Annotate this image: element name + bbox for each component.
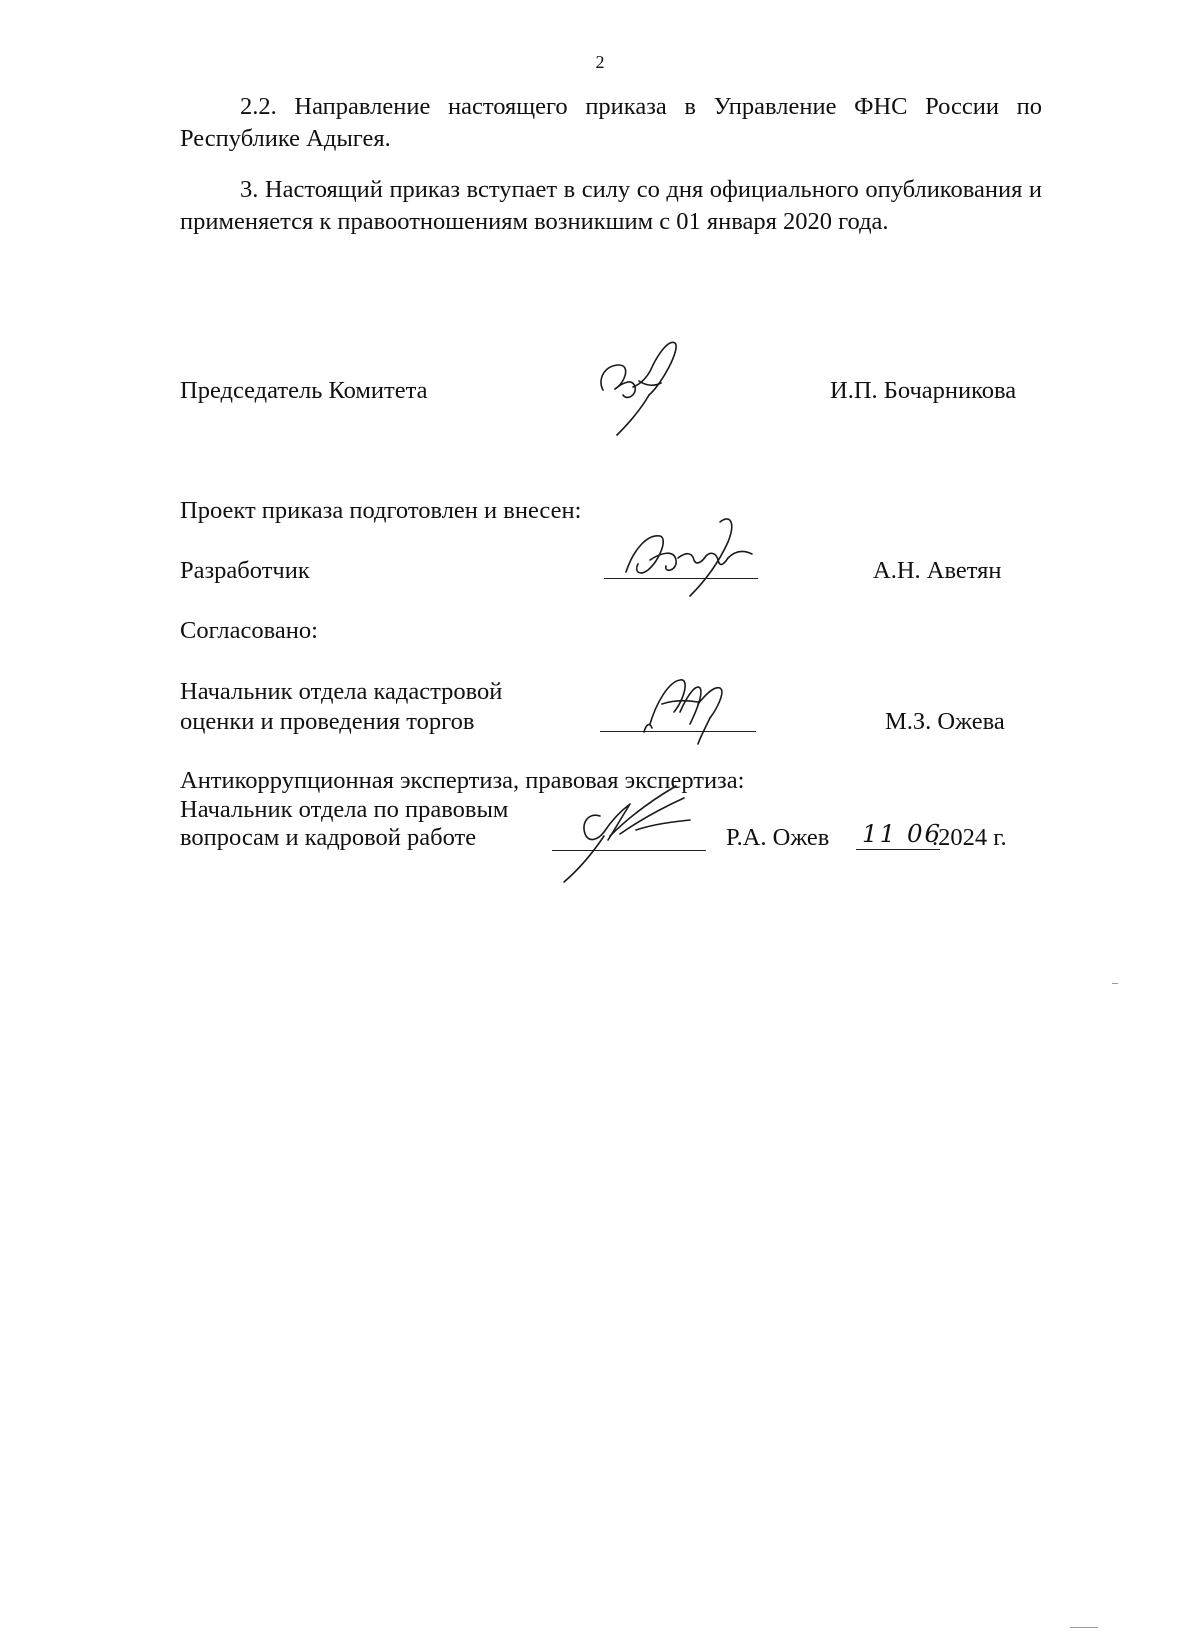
page-number: 2 (595, 52, 605, 72)
developer-name: А.Н. Аветян (873, 557, 1002, 584)
legal-head-name: Р.А. Ожев (726, 824, 830, 851)
date-year: .2024 г. (932, 824, 1007, 851)
scan-edge-mark (1070, 1627, 1098, 1628)
chairman-name: И.П. Бочарникова (830, 377, 1017, 404)
legal-head-position-line1: Начальник отдела по правовым (180, 796, 509, 823)
cadastral-head-name: М.З. Ожева (885, 708, 1005, 735)
chairman-signature (595, 335, 685, 440)
cadastral-head-position-line1: Начальник отдела кадастровой (180, 678, 503, 705)
paragraph-3: 3. Настоящий приказ вступает в силу со дня официального опубликования и применяется к правоотношениям возникшим с 01 января 2020 года. (180, 176, 1042, 235)
paragraph-2-2: 2.2. Направление настоящего приказа в Управление ФНС России по Республике Адыгея. (180, 93, 1042, 152)
project-note: Проект приказа подготовлен и внесен: (180, 497, 582, 524)
legal-head-signature (560, 776, 710, 886)
scan-edge-mark (1112, 983, 1118, 984)
expertise-label: Антикоррупционная экспертиза, правовая экспертиза: (180, 767, 745, 794)
chairman-position: Председатель Комитета (180, 377, 428, 404)
legal-head-position-line2: вопросам и кадровой работе (180, 824, 477, 851)
handwritten-date: 11 06 (862, 819, 943, 848)
developer-role: Разработчик (180, 557, 310, 584)
cadastral-head-signature (640, 664, 740, 748)
agreed-label: Согласовано: (180, 617, 318, 644)
cadastral-head-position-line2: оценки и проведения торгов (180, 708, 475, 735)
developer-signature (620, 512, 770, 602)
